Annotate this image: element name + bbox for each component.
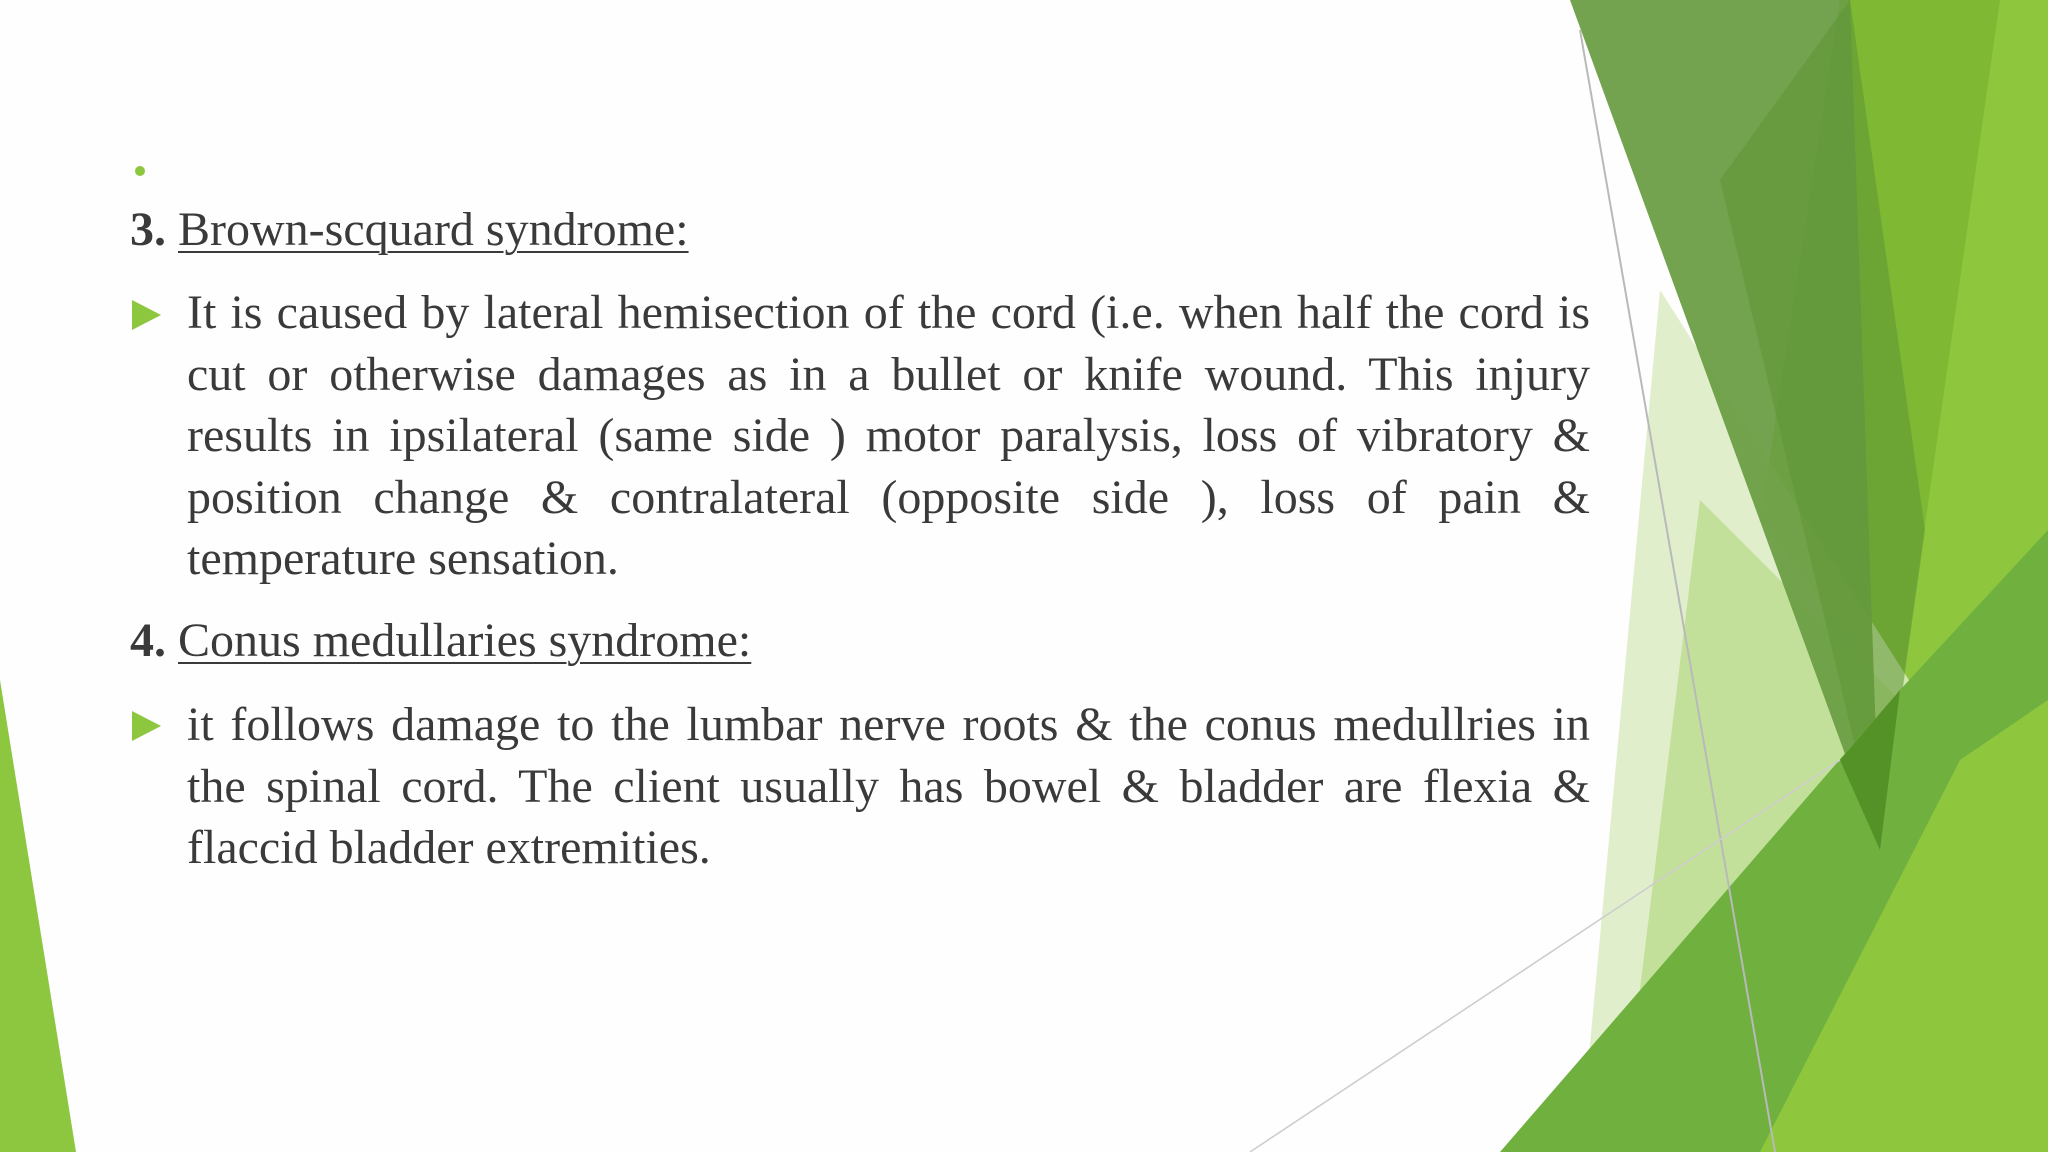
section-3-body: It is caused by lateral hemisection of the cord (i.e. when half the cord is cut or otherwise damages as in a bullet or knife wound. This injury results in ipsilateral (same side ) motor paralysis, loss of vibratory & position change & contralateral (opposite side ), loss of pain & temperature sensation.	[187, 286, 1590, 585]
section-4-title: Conus medullaries syndrome:	[178, 614, 752, 667]
section-3-heading	[130, 200, 689, 260]
section-4-heading	[130, 611, 751, 671]
arrow-bullet-icon	[132, 300, 161, 330]
section-3-number: 3.	[130, 203, 166, 256]
section-4-body: it follows damage to the lumbar nerve roots & the conus medullries in the spinal cord. The client usually has bowel & bladder are flexia & flaccid bladder extremities.	[187, 698, 1590, 874]
empty-bullet-dot	[135, 166, 145, 176]
section-3-title: Brown-scquard syndrome:	[178, 203, 689, 256]
section-4-number: 4.	[130, 614, 166, 667]
arrow-bullet-icon	[132, 711, 161, 741]
